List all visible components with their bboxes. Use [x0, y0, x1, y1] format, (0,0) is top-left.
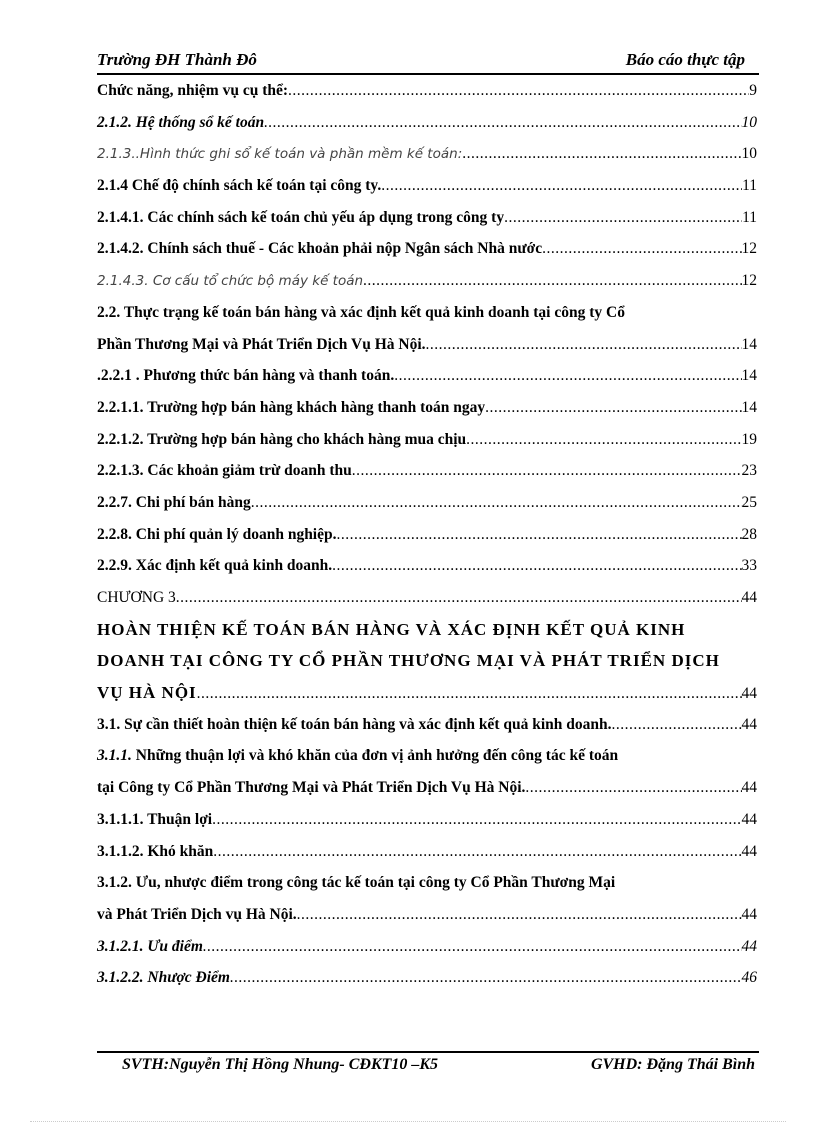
toc-leader-dots [462, 138, 741, 170]
toc-entry-page: 9 [749, 82, 757, 99]
toc-entry-page: 10 [741, 145, 757, 163]
toc-entry-page: 23 [741, 462, 757, 480]
toc-entry-line: 3.1.2. Ưu, nhược điểm trong công tác kế toán tại công ty Cổ Phần Thương Mại [97, 874, 616, 892]
toc-leader-dots [176, 582, 742, 614]
toc-entry-title: tại Công ty Cổ Phần Thương Mại và Phát Triển Dịch Vụ Hà Nội. [97, 779, 526, 797]
toc-entry-page: 44 [741, 589, 757, 606]
toc-entry-page: 11 [742, 177, 757, 195]
page-footer [97, 1054, 759, 1080]
toc-entry [97, 899, 757, 931]
toc-entry [97, 424, 757, 456]
footer-rule [97, 1051, 759, 1053]
toc-entry-page: 12 [741, 240, 757, 258]
header-report-title: Báo cáo thực tập [625, 50, 745, 69]
toc-entry-title: 2.2.8. Chi phí quản lý doanh nghiệp. [97, 525, 337, 543]
toc-entry-page: 33 [741, 557, 757, 575]
toc-entry-line: 2.2. Thực trạng kế toán bán hàng và xác định kết quả kinh doanh tại công ty Cổ [97, 303, 625, 321]
toc-entry [97, 519, 757, 551]
toc-entry [97, 931, 757, 963]
toc-entry [97, 550, 757, 582]
toc-leader-dots [203, 931, 742, 963]
toc-entry [97, 75, 757, 107]
toc-leader-dots [297, 899, 742, 931]
toc-entry-page: 28 [741, 525, 757, 543]
toc-entry-title: và Phát Triển Dịch vụ Hà Nội. [97, 905, 297, 923]
toc-entry [97, 138, 757, 170]
toc-leader-dots [352, 455, 742, 487]
toc-leader-dots [363, 265, 741, 297]
toc-entry-page: 14 [741, 335, 757, 353]
toc-leader-dots [394, 360, 741, 392]
toc-entry-title: 3.1.2.1. Ưu điểm [97, 937, 203, 955]
toc-leader-dots [426, 329, 742, 361]
toc-entry [97, 487, 757, 519]
toc-entry-title: 3.1.1.1. Thuận lợi [97, 810, 213, 828]
page-header [97, 48, 759, 72]
toc-entry-title: 2.1.4.2. Chính sách thuế - Các khoản phải nộp Ngân sách Nhà nước [97, 240, 543, 258]
toc-entry-title: 2.2.7. Chi phí bán hàng [97, 493, 251, 511]
toc-entry [97, 170, 757, 202]
toc-entry-page: 44 [741, 937, 757, 955]
toc-entry-title: 2.2.1.2. Trường hợp bán hàng cho khách hàng mua chịu [97, 430, 467, 448]
toc-entry-title: CHƯƠNG 3 [97, 589, 176, 606]
toc-entry-title: 2.2.9. Xác định kết quả kinh doanh. [97, 557, 333, 575]
page-edge [30, 1121, 786, 1122]
toc-entry-title: 3.1. Sự cần thiết hoàn thiện kế toán bán hàng và xác định kết quả kinh doanh. [97, 715, 612, 733]
toc-entry-number: 3.1.1. [97, 747, 132, 765]
toc-entry-page: 44 [741, 905, 757, 923]
toc-entry [97, 804, 757, 836]
toc-leader-dots [612, 709, 742, 741]
toc-entry-page: 14 [741, 367, 757, 385]
toc-leader-dots [504, 202, 742, 234]
toc-entry-title: Phần Thương Mại và Phát Triển Dịch Vụ Hà Nội. [97, 335, 426, 353]
toc-entry [97, 360, 757, 392]
toc-entry-title: 3.1.1.2. Khó khăn [97, 842, 214, 860]
toc-entry-page: 25 [741, 493, 757, 511]
footer-student: SVTH:Nguyễn Thị Hồng Nhung- CĐKT10 –K5 [122, 1056, 439, 1073]
footer-supervisor: GVHD: Đặng Thái Bình [590, 1056, 755, 1073]
toc-entry-page: 44 [741, 810, 757, 828]
toc-leader-dots [230, 962, 742, 994]
toc-entry [97, 582, 757, 614]
toc-entry [97, 265, 757, 297]
toc-entry [97, 962, 757, 994]
toc-leader-dots [264, 107, 741, 139]
toc-entry-line [97, 740, 757, 772]
toc-entry [97, 233, 757, 265]
toc-leader-dots [288, 75, 749, 107]
toc-entry-title: VỤ HÀ NỘI [97, 683, 197, 703]
toc-entry-title: 2.1.4.3. Cơ cấu tổ chức bộ máy kế toán [97, 273, 364, 290]
toc-entry-page: 12 [741, 272, 757, 290]
table-of-contents [97, 75, 757, 994]
toc-entry-title: 2.1.4.1. Các chính sách kế toán chủ yếu áp dụng trong công ty [97, 208, 505, 226]
header-school: Trường ĐH Thành Đô [97, 50, 257, 69]
toc-entry-title: 2.1.4 Chế độ chính sách kế toán tại công ty. [97, 177, 382, 195]
toc-leader-dots [542, 233, 741, 265]
toc-leader-dots [332, 550, 741, 582]
toc-entry-line: DOANH TẠI CÔNG TY CỔ PHẦN THƯƠNG MẠI VÀ PHÁT TRIỂN DỊCH [97, 651, 720, 671]
toc-entry [97, 709, 757, 741]
toc-entry-page: 14 [741, 398, 757, 416]
toc-leader-dots [485, 392, 741, 424]
toc-entry [97, 202, 757, 234]
toc-leader-dots [337, 519, 742, 551]
toc-leader-dots [466, 424, 741, 456]
toc-leader-dots [213, 836, 741, 868]
toc-entry [97, 772, 757, 804]
toc-entry [97, 836, 757, 868]
toc-entry [97, 677, 757, 709]
toc-entry-page: 44 [741, 779, 757, 797]
toc-entry [97, 107, 757, 139]
toc-entry-title: .2.2.1 . Phương thức bán hàng và thanh toán. [97, 367, 395, 385]
toc-entry-title: 2.1.3..Hình thức ghi sổ kế toán và phần mềm kế toán: [97, 146, 463, 163]
toc-leader-dots [525, 772, 741, 804]
toc-entry-title: 2.2.1.3. Các khoản giảm trừ doanh thu [97, 462, 352, 480]
toc-leader-dots [197, 678, 742, 710]
toc-leader-dots [212, 804, 741, 836]
toc-leader-dots [251, 487, 742, 519]
toc-entry-text: Những thuận lợi và khó khăn của đơn vị ảnh hưởng đến công tác kế toán [131, 747, 619, 765]
toc-entry-page: 44 [741, 685, 757, 703]
toc-leader-dots [381, 170, 742, 202]
toc-entry [97, 329, 757, 361]
toc-entry-title: 3.1.2.2. Nhược Điểm [97, 969, 230, 987]
toc-entry-page: 10 [741, 113, 757, 131]
toc-entry-title: 2.1.2. Hệ thống sổ kế toán [97, 113, 265, 131]
toc-entry-page: 11 [742, 208, 757, 226]
toc-entry-title: 2.2.1.1. Trường hợp bán hàng khách hàng thanh toán ngay [97, 398, 486, 416]
toc-entry-title: Chức năng, nhiệm vụ cụ thể: [97, 82, 289, 99]
toc-entry-page: 46 [741, 969, 757, 987]
toc-entry-line: HOÀN THIỆN KẾ TOÁN BÁN HÀNG VÀ XÁC ĐỊNH KẾT QUẢ KINH [97, 619, 686, 639]
toc-entry-page: 44 [741, 715, 757, 733]
toc-entry [97, 455, 757, 487]
toc-entry-page: 19 [741, 430, 757, 448]
toc-entry [97, 392, 757, 424]
toc-entry-page: 44 [741, 842, 757, 860]
